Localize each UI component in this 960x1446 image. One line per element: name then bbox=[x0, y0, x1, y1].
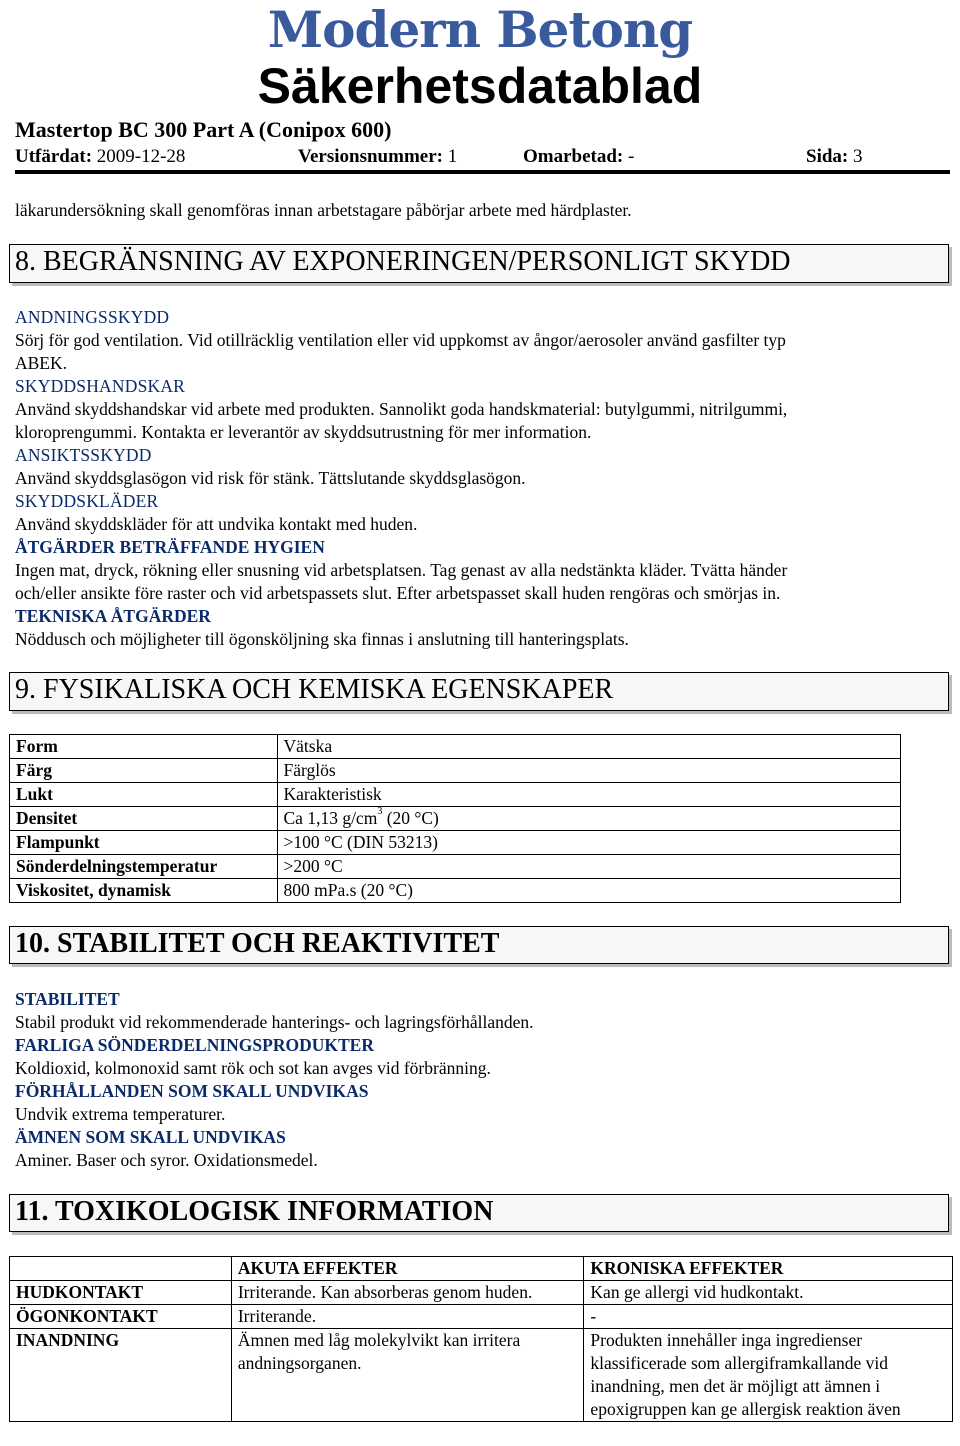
section-11-title: 11. TOXIKOLOGISK INFORMATION bbox=[9, 1194, 949, 1232]
issued-label: Utfärdat: bbox=[15, 146, 93, 167]
gloves-text-1 bbox=[15, 398, 915, 421]
hygiene-text-1: Ingen mat, dryck, rökning eller snusning vid arbetsplatsen. Tag genast av alla nedstänkta kläder. Tvätta händer bbox=[15, 560, 788, 580]
document-title: Säkerhetsdatablad bbox=[257, 58, 703, 114]
property-row bbox=[10, 879, 901, 903]
property-name: Lukt bbox=[10, 783, 278, 807]
page-label: Sida: bbox=[806, 146, 849, 167]
gloves-heading: SKYDDSHANDSKAR bbox=[15, 376, 186, 396]
revised-label: Omarbetad: bbox=[523, 146, 624, 167]
hygiene-heading: ÅTGÄRDER BETRÄFFANDE HYGIEN bbox=[15, 537, 325, 557]
tox-row bbox=[10, 1305, 953, 1329]
gloves-text-1b: . Sannolikt goda handskmaterial: butylgummi, nitrilgummi, bbox=[370, 399, 788, 419]
tox-header-empty bbox=[10, 1257, 232, 1281]
version-value: 1 bbox=[447, 146, 458, 167]
decomposition-heading: FARLIGA SÖNDERDELNINGSPRODUKTER bbox=[15, 1035, 374, 1055]
property-name: Sönderdelningstemperatur bbox=[10, 855, 278, 879]
tox-header-chronic: KRONISKA EFFEKTER bbox=[584, 1257, 953, 1281]
avoid-conditions-text: Undvik extrema temperaturer. bbox=[15, 1104, 226, 1124]
tox-acute: Ämnen med låg molekylvikt kan irritera andningsorganen. bbox=[231, 1329, 584, 1422]
property-value-text: (20 °C) bbox=[382, 808, 439, 828]
issued-value: 2009-12-28 bbox=[96, 146, 186, 167]
section-9-title: 9. FYSIKALISKA OCH KEMISKA EGENSKAPER bbox=[9, 672, 949, 711]
clothes-text: Använd skyddskläder för att undvika kontakt med huden. bbox=[15, 514, 418, 534]
tox-chronic: Produkten innehåller inga ingredienser klassificerade som allergiframkallande vid inandning, men det är möjligt att ämnen i epoxigruppen kan ge allergisk reaktion även bbox=[584, 1329, 953, 1422]
property-row bbox=[10, 735, 901, 759]
version-label: Versionsnummer: bbox=[298, 146, 443, 167]
tox-route: ÖGONKONTAKT bbox=[10, 1305, 232, 1329]
property-name: Viskositet, dynamisk bbox=[10, 879, 278, 903]
tox-header-row bbox=[10, 1257, 953, 1281]
hygiene-text-2: och/eller ansikte före raster och vid arbetspassets slut. Efter arbetspasset skall huden rengöras och smörjas in. bbox=[15, 583, 781, 603]
toxicology-table bbox=[9, 1256, 953, 1422]
property-value: Vätska bbox=[277, 735, 901, 759]
avoid-conditions-heading: FÖRHÅLLANDEN SOM SKALL UNDVIKAS bbox=[15, 1081, 369, 1101]
clothes-heading: SKYDDSKLÄDER bbox=[15, 491, 159, 511]
property-row bbox=[10, 783, 901, 807]
tox-row bbox=[10, 1329, 953, 1422]
property-value: Karakteristisk bbox=[277, 783, 901, 807]
breathing-heading: ANDNINGSSKYDD bbox=[15, 307, 170, 327]
breathing-text-1: Sörj för god ventilation. Vid otillräcklig ventilation eller vid uppkomst av ångor/aerosoler använd gasfilter typ bbox=[15, 330, 786, 350]
tech-heading: TEKNISKA ÅTGÄRDER bbox=[15, 606, 211, 626]
property-value: 800 mPa.s (20 °C) bbox=[277, 879, 901, 903]
section-10-title: 10. STABILITET OCH REAKTIVITET bbox=[9, 926, 949, 964]
property-row bbox=[10, 759, 901, 783]
avoid-substances-text: Aminer. Baser och syror. Oxidationsmedel. bbox=[15, 1150, 318, 1170]
property-value-text: Ca 1,13 g/cm bbox=[283, 808, 378, 828]
property-name: Densitet bbox=[10, 807, 278, 831]
document-meta bbox=[15, 144, 950, 174]
tox-chronic: Kan ge allergi vid hudkontakt. bbox=[584, 1281, 953, 1305]
breathing-text-2: ABEK. bbox=[15, 353, 68, 373]
property-value bbox=[277, 807, 901, 831]
property-name: Färg bbox=[10, 759, 278, 783]
tox-header-acute: AKUTA EFFEKTER bbox=[231, 1257, 584, 1281]
gloves-text-2: kloroprengummi. Kontakta er leverantör av skyddsutrustning för mer information. bbox=[15, 422, 592, 442]
tox-route: HUDKONTAKT bbox=[10, 1281, 232, 1305]
tox-acute: Irriterande. Kan absorberas genom huden. bbox=[231, 1281, 584, 1305]
brand-logo: Modern Betong bbox=[267, 0, 693, 59]
page-value: 3 bbox=[853, 146, 863, 167]
face-text: Använd skyddsglasögon vid risk för stänk. Tättslutande skyddsglasögon. bbox=[15, 468, 526, 488]
gloves-text-1a: Använd skyddshandskar vid arbete med produkten bbox=[15, 399, 371, 419]
property-name: Flampunkt bbox=[10, 831, 278, 855]
property-row bbox=[10, 855, 901, 879]
avoid-substances-heading: ÄMNEN SOM SKALL UNDVIKAS bbox=[15, 1127, 286, 1147]
intro-text: läkarundersökning skall genomföras innan arbetstagare påbörjar arbete med härdplaster. bbox=[15, 200, 632, 220]
property-name: Form bbox=[10, 735, 278, 759]
property-row bbox=[10, 807, 901, 831]
product-name: Mastertop BC 300 Part A (Conipox 600) bbox=[15, 117, 392, 142]
property-value-sup: 3 bbox=[377, 806, 383, 817]
revised-value: - bbox=[628, 146, 635, 167]
stability-text: Stabil produkt vid rekommenderade hanterings- och lagringsförhållanden. bbox=[15, 1012, 534, 1032]
decomposition-text: Koldioxid, kolmonoxid samt rök och sot kan avges vid förbränning. bbox=[15, 1058, 491, 1078]
tox-acute: Irriterande. bbox=[231, 1305, 584, 1329]
tox-chronic: - bbox=[584, 1305, 953, 1329]
face-heading: ANSIKTSSKYDD bbox=[15, 445, 152, 465]
property-value: Färglös bbox=[277, 759, 901, 783]
property-value: >100 °C (DIN 53213) bbox=[277, 831, 901, 855]
section-8-title: 8. BEGRÄNSNING AV EXPONERINGEN/PERSONLIGT SKYDD bbox=[9, 244, 949, 283]
tech-text: Nöddusch och möjligheter till ögonsköljning ska finnas i anslutning till hanteringsplats. bbox=[15, 629, 629, 649]
tox-row bbox=[10, 1281, 953, 1305]
tox-route: INANDNING bbox=[10, 1329, 232, 1422]
property-value: >200 °C bbox=[277, 855, 901, 879]
properties-table bbox=[9, 734, 901, 903]
property-row bbox=[10, 831, 901, 855]
stability-heading: STABILITET bbox=[15, 989, 120, 1009]
